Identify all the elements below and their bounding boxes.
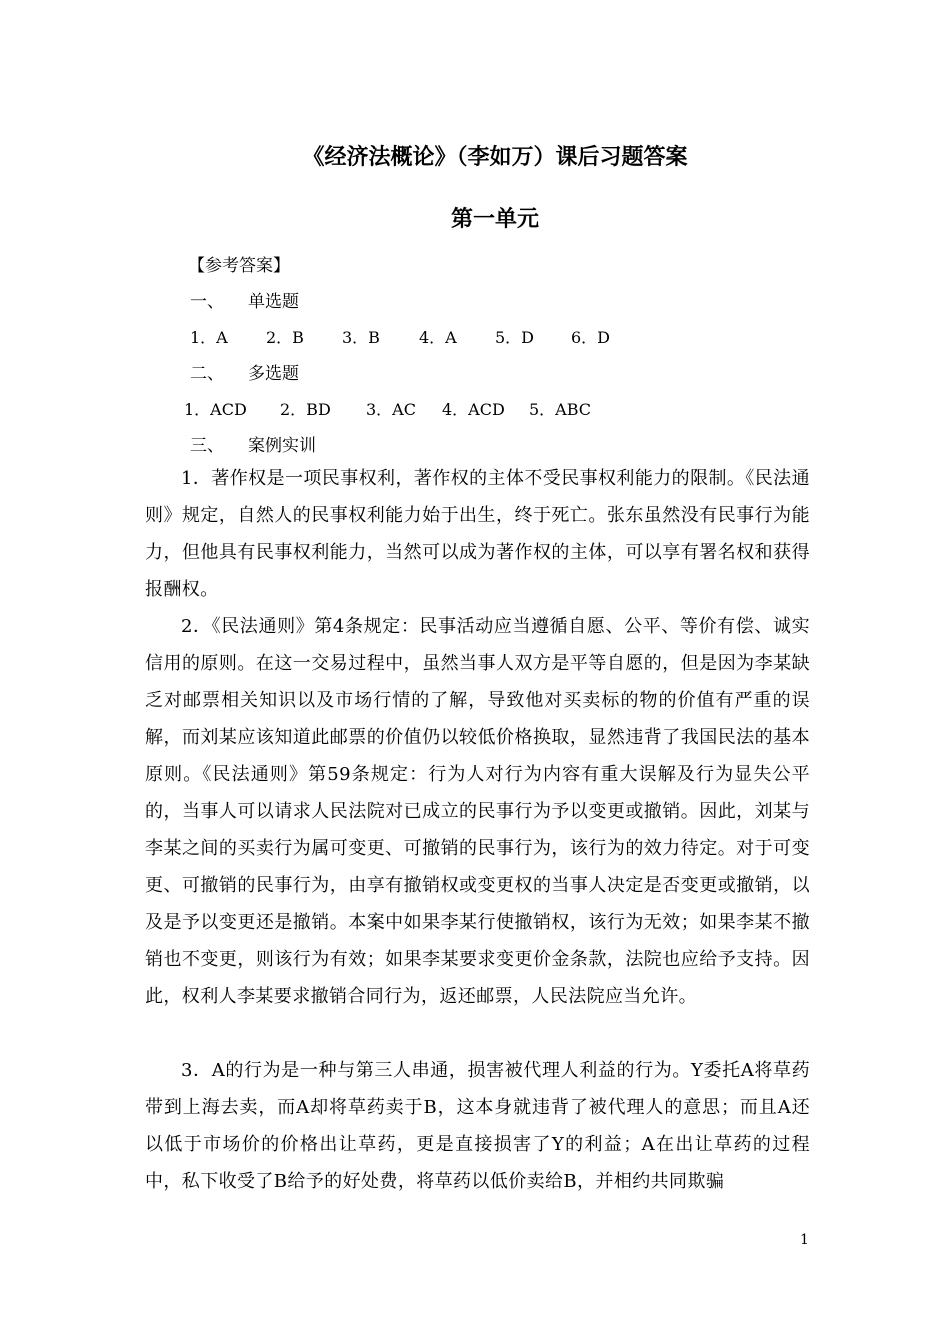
- answer-item: 2．B: [266, 328, 304, 347]
- case-answer-paragraph-2: 2．《民法通则》第4条规定：民事活动应当遵循自愿、公平、等价有偿、诚实信用的原则。在这一交易过程中，虽然当事人双方是平等自愿的，但是因为李某缺乏对邮票相关知识以及市场行情的了解，导致他对买卖标的物的价值有严重的误解，而刘某应该知道此邮票的价值仍以较低价格换取，显然违背了我国民法的基本原则。《民法通则》第59条规定：行为人对行为内容有重大误解及行为显失公平的，当事人可以请求人民法院对已成立的民事行为予以变更或撤销。因此，刘某与李某之间的买卖行为属可变更、可撤销的民事行为，该行为的效力待定。对于可变更、可撤销的民事行为，由享有撤销权或变更权的当事人决定是否变更或撤销，以及是予以变更还是撤销。本案中如果李某行使撤销权，该行为无效；如果李某不撤销也不变更，则该行为有效；如果李某要求变更价金条款，法院也应给予支持。因此，权利人李某要求撤销合同行为，返还邮票，人民法院应当允许。: [145, 616, 810, 1007]
- document-title: 《经济法概论》（李如万）课后习题答案: [302, 145, 688, 170]
- answer-item: 3．AC: [366, 400, 416, 419]
- answer-item: 4．ACD: [442, 400, 505, 419]
- section1-title: 单选题: [248, 292, 299, 312]
- answer-item: 4．A: [419, 328, 457, 347]
- answer-item: 3．B: [342, 328, 380, 347]
- reference-answer-heading: 【参考答案】: [188, 256, 290, 276]
- answer-item: 5．ABC: [529, 400, 592, 419]
- answer-item: 2．BD: [280, 400, 331, 419]
- section2-label: 二、: [190, 364, 224, 384]
- answer-item: 1．ACD: [184, 400, 247, 419]
- single-choice-answers: [190, 328, 610, 348]
- case-answer-paragraph-1: 1．著作权是一项民事权利，著作权的主体不受民事权利能力的限制。《民法通则》规定，自然人的民事权利能力始于出生，终于死亡。张东虽然没有民事行为能力，但他具有民事权利能力，当然可以成为著作权的主体，可以享有署名权和获得报酬权。: [145, 468, 810, 600]
- section3-label: 三、: [190, 436, 224, 456]
- section3-title: 案例实训: [248, 436, 316, 456]
- answer-item: 1．A: [190, 328, 228, 347]
- page-number: 1: [800, 1232, 809, 1248]
- answer-item: 5．D: [495, 328, 535, 347]
- section1-label: 一、: [190, 292, 224, 312]
- section2-title: 多选题: [248, 364, 299, 384]
- multiple-choice-answers: [184, 400, 591, 420]
- unit-title: 第一单元: [450, 207, 539, 232]
- case-answer-paragraph-3: 3．A的行为是一种与第三人串通，损害被代理人利益的行为。Y委托A将草药带到上海去卖，而A却将草药卖于B，这本身就违背了被代理人的意思；而且A还以低于市场价的价格出让草药，更是直接损害了Y的利益；A在出让草药的过程中，私下收受了B给予的好处费，将草药以低价卖给B，并相约共同欺骗: [145, 1060, 810, 1192]
- answer-item: 6．D: [571, 328, 611, 347]
